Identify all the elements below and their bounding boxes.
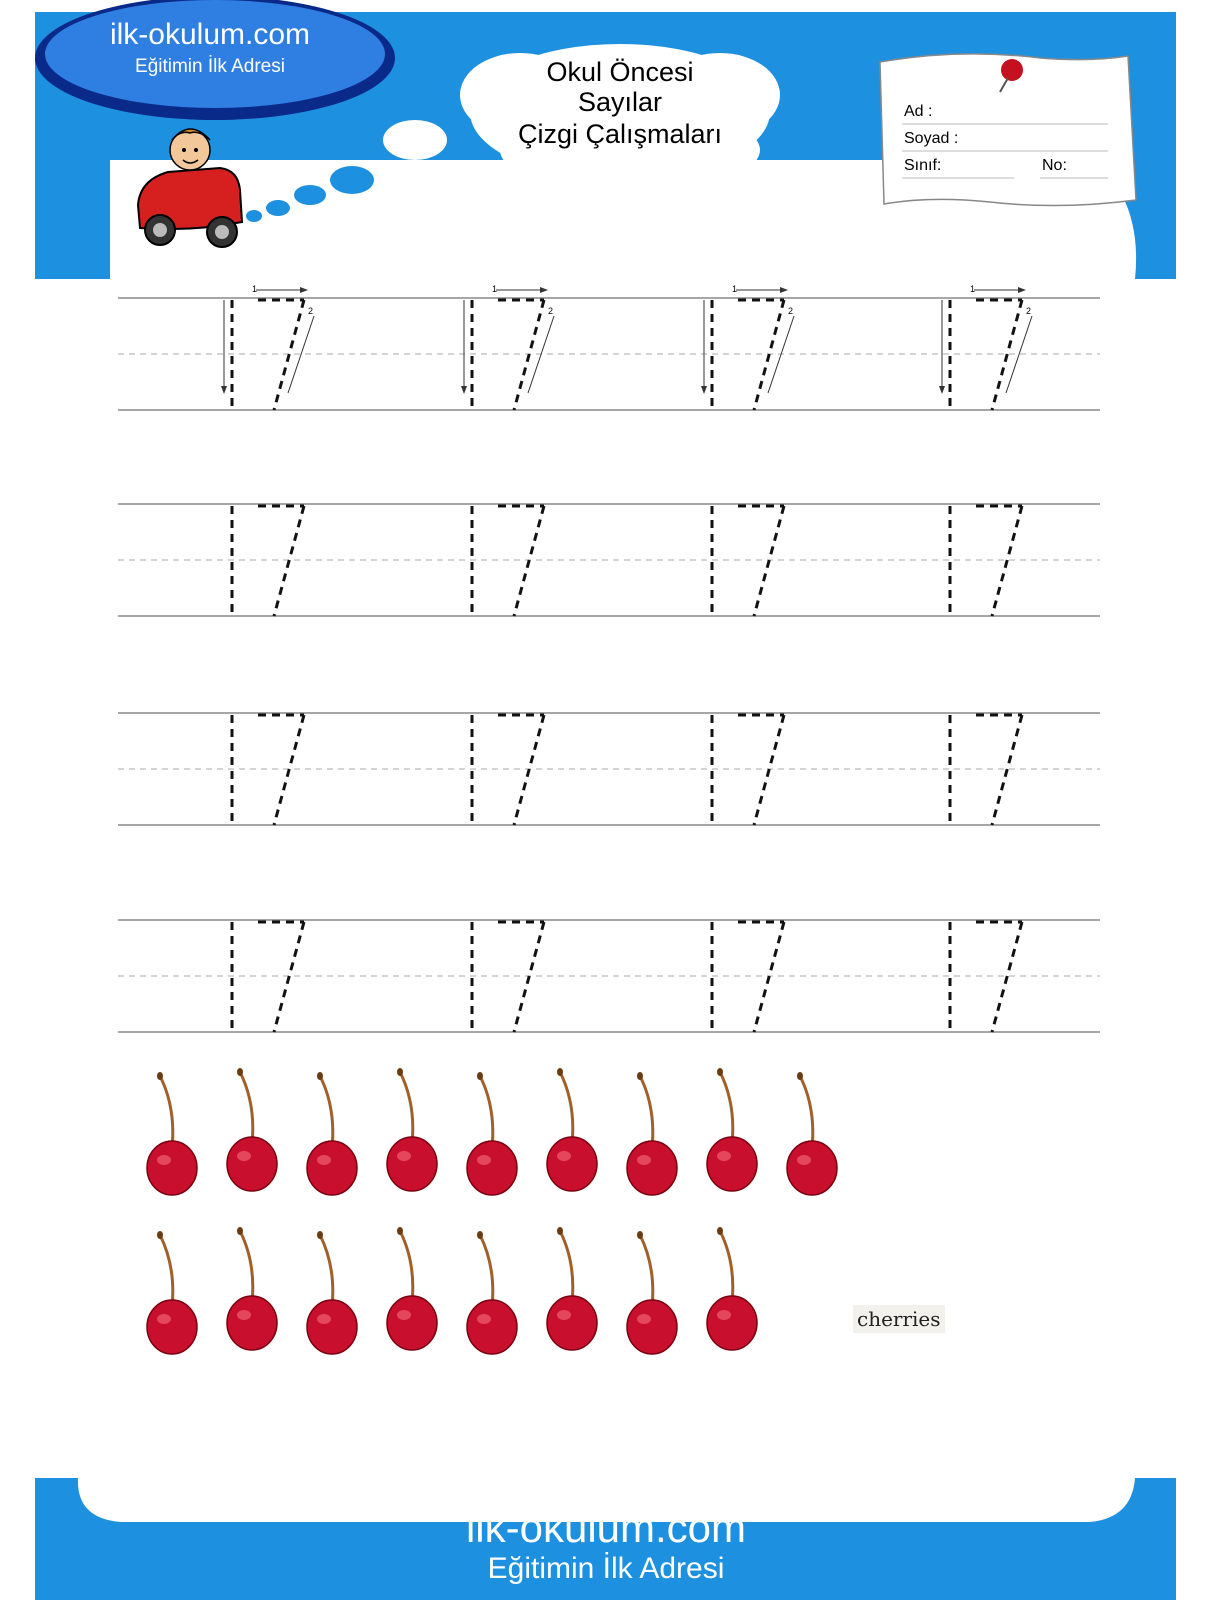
- cherry-icon: [307, 1072, 357, 1195]
- arrow-head-icon: [780, 287, 788, 293]
- arrow-head-icon: [300, 287, 308, 293]
- trace-stroke-diagonal: [514, 715, 544, 825]
- site-logo-title: ilk-okulum.com: [109, 18, 311, 51]
- trace-stroke-diagonal: [514, 922, 544, 1032]
- stroke-number-2: 2: [308, 306, 314, 316]
- cherry-icon: [707, 1227, 757, 1350]
- tracing-rows: [118, 284, 1100, 1032]
- stroke-number-2: 2: [1026, 306, 1032, 316]
- cherry-icon: [627, 1231, 677, 1354]
- stroke-number-2: 2: [788, 306, 794, 316]
- cherry-icon: [467, 1231, 517, 1354]
- trace-stroke-diagonal: [274, 506, 304, 616]
- trace-stroke-diagonal: [992, 922, 1022, 1032]
- stroke-number-1: 1: [492, 284, 498, 294]
- pushpin-icon: [1001, 59, 1023, 81]
- trace-stroke-diagonal: [274, 922, 304, 1032]
- site-logo-tagline: Eğitimin İlk Adresi: [135, 56, 285, 77]
- trace-stroke-diagonal: [754, 506, 784, 616]
- footer-site-name: ilk-okulum.com: [465, 1504, 747, 1551]
- page-header: [0, 0, 1212, 290]
- first-name-label: Ad :: [904, 103, 933, 120]
- arrow-head-icon: [221, 386, 227, 394]
- cherry-icon: [547, 1068, 597, 1191]
- arrow-head-icon: [939, 386, 945, 394]
- digit-seven-trace: [712, 922, 784, 1032]
- footer-tagline: Eğitimin İlk Adresi: [487, 1552, 725, 1585]
- last-name-label: Soyad :: [904, 130, 959, 147]
- tracing-row: [118, 713, 1100, 825]
- logo-oval: [45, 0, 385, 108]
- trace-stroke-diagonal: [514, 300, 544, 410]
- worksheet-title-line-1: Okul Öncesi: [546, 57, 694, 87]
- arrow-head-icon: [701, 386, 707, 394]
- arrow-head-icon: [461, 386, 467, 394]
- trace-stroke-diagonal: [754, 922, 784, 1032]
- digit-seven-trace: [232, 506, 304, 616]
- worksheet-title-line-2: Sayılar: [577, 87, 663, 117]
- digit-seven-trace: [712, 506, 784, 616]
- trace-stroke-diagonal: [274, 715, 304, 825]
- class-label: Sınıf:: [904, 157, 942, 174]
- cherry-icon: [547, 1227, 597, 1350]
- cherry-icon: [227, 1227, 277, 1350]
- digit-seven-trace: [472, 715, 544, 825]
- digit-seven-trace: [232, 715, 304, 825]
- worksheet-title-line-3: Çizgi Çalışmaları: [517, 119, 723, 149]
- trace-stroke-diagonal: [514, 506, 544, 616]
- arrow-head-icon: [540, 287, 548, 293]
- digit-seven-trace: [232, 922, 304, 1032]
- cherry-icon: [387, 1068, 437, 1191]
- digit-seven-trace: [701, 284, 794, 410]
- number-label: No:: [1042, 157, 1067, 174]
- digit-seven-trace: [950, 715, 1022, 825]
- cherry-icon: [227, 1068, 277, 1191]
- stroke-number-1: 1: [252, 284, 258, 294]
- stroke-number-2: 2: [548, 306, 554, 316]
- digit-seven-trace: [472, 922, 544, 1032]
- trace-stroke-diagonal: [274, 300, 304, 410]
- arrow-head-icon: [1018, 287, 1026, 293]
- cherry-icon: [707, 1068, 757, 1191]
- trace-stroke-diagonal: [754, 715, 784, 825]
- stroke-number-1: 1: [732, 284, 738, 294]
- tracing-row: [118, 920, 1100, 1032]
- trace-stroke-diagonal: [992, 715, 1022, 825]
- cherry-icon: [147, 1231, 197, 1354]
- cherries-label: cherries: [853, 1305, 945, 1333]
- tracing-row: [118, 284, 1100, 410]
- digit-seven-trace: [939, 284, 1032, 410]
- tracing-worksheet: [0, 280, 1212, 1400]
- digit-seven-trace: [712, 715, 784, 825]
- trace-stroke-diagonal: [992, 300, 1022, 410]
- cherry-icon: [387, 1227, 437, 1350]
- tracing-row: [118, 504, 1100, 616]
- digit-seven-trace: [472, 506, 544, 616]
- cherry-icon: [467, 1072, 517, 1195]
- cherry-icon: [627, 1072, 677, 1195]
- cherry-icon: [147, 1072, 197, 1195]
- digit-seven-trace: [221, 284, 314, 410]
- trace-stroke-diagonal: [754, 300, 784, 410]
- digit-seven-trace: [461, 284, 554, 410]
- digit-seven-trace: [950, 506, 1022, 616]
- trace-stroke-diagonal: [992, 506, 1022, 616]
- digit-seven-trace: [950, 922, 1022, 1032]
- cherry-icon: [307, 1231, 357, 1354]
- stroke-number-1: 1: [970, 284, 976, 294]
- cherry-icon: [787, 1072, 837, 1195]
- cherry-counting-area: [147, 1068, 837, 1354]
